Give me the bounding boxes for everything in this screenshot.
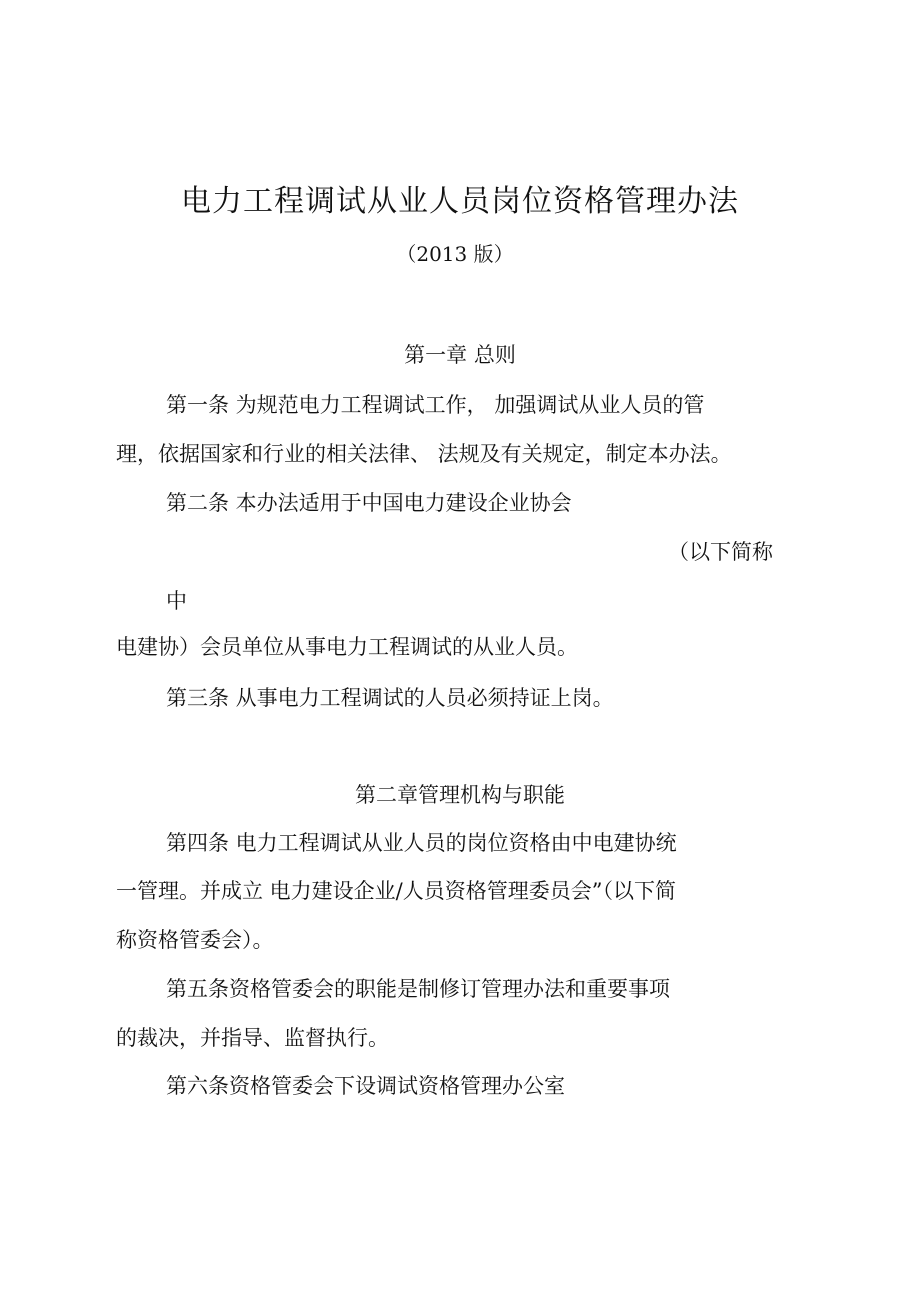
article-5-line-1: 第五条资格管委会的职能是制修订管理办法和重要事项 <box>166 977 670 1001</box>
article-5-line-2: 的裁决，并指导、监督执行。 <box>116 1026 389 1050</box>
article-1-line-2: 理，依据国家和行业的相关法律、 法规及有关规定，制定本办法。 <box>116 442 732 466</box>
article-2-line-4: 电建协）会员单位从事电力工程调试的从业人员。 <box>116 635 578 659</box>
article-2-line-1: 第二条 本办法适用于中国电力建设企业协会 <box>166 491 572 515</box>
article-3-line-1: 第三条 从事电力工程调试的人员必须持证上岗。 <box>166 686 614 710</box>
article-1-line-1: 第一条 为规范电力工程调试工作， 加强调试从业人员的管 <box>166 393 705 417</box>
article-2-line-3: 中 <box>166 589 187 613</box>
article-2-line-2: （以下简称 <box>668 540 773 564</box>
document-title: 电力工程调试从业人员岗位资格管理办法 <box>181 184 739 219</box>
article-4-line-2: 一管理。并成立 电力建设企业/人员资格管理委员会”（以下简 <box>116 879 676 903</box>
document-edition: （2013 版） <box>396 242 514 266</box>
article-4-line-3: 称资格管委会）。 <box>116 928 274 952</box>
article-6-line-1: 第六条资格管委会下设调试资格管理办公室 <box>166 1074 565 1098</box>
article-4-line-1: 第四条 电力工程调试从业人员的岗位资格由中电建协统 <box>166 831 677 855</box>
chapter-2-heading: 第二章管理机构与职能 <box>355 783 565 807</box>
chapter-1-heading: 第一章 总则 <box>404 343 516 367</box>
